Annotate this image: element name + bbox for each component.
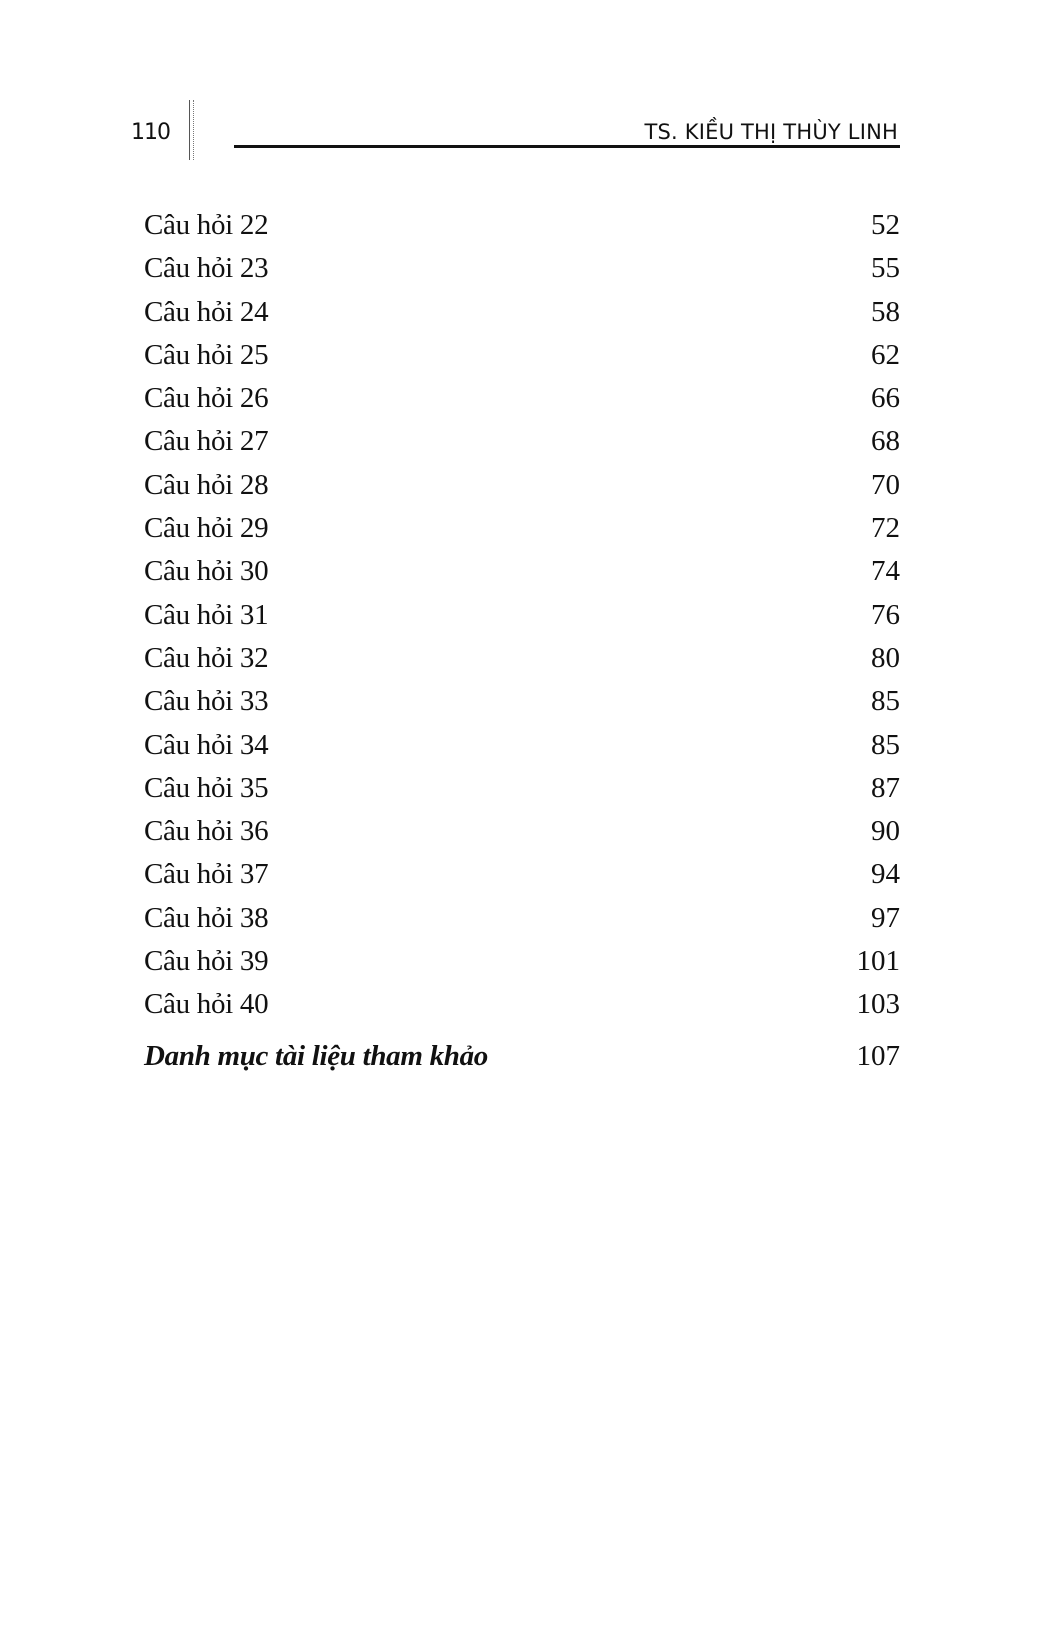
toc-entry (144, 897, 900, 940)
toc-entry-title: Câu hỏi 40 (144, 988, 269, 1021)
toc-entry (144, 204, 900, 247)
toc-entry-title: Câu hỏi 39 (144, 945, 269, 978)
toc-entry (144, 594, 900, 637)
toc-entry-page: 85 (871, 685, 900, 718)
header-divider (189, 100, 194, 160)
toc-entry (144, 420, 900, 463)
toc-entry-page: 103 (856, 988, 900, 1021)
toc-entry-title: Câu hỏi 38 (144, 901, 269, 934)
toc-entry-title: Câu hỏi 23 (144, 252, 269, 285)
toc-entry-title: Câu hỏi 29 (144, 512, 269, 545)
toc-entry-title: Câu hỏi 35 (144, 771, 269, 804)
toc-entry-page: 107 (856, 1040, 900, 1072)
toc-entry-title: Câu hỏi 26 (144, 382, 269, 415)
toc-entry-references (144, 1040, 900, 1073)
toc-entry-page: 74 (871, 555, 900, 588)
toc-entry-page: 101 (856, 945, 900, 978)
toc-entry-page: 76 (871, 598, 900, 631)
toc-entry (144, 464, 900, 507)
toc-entry (144, 507, 900, 550)
toc-entry-page: 85 (871, 728, 900, 761)
toc-entry-title: Câu hỏi 30 (144, 555, 269, 588)
toc-entry-title: Câu hỏi 25 (144, 338, 269, 371)
toc-entry-title: Câu hỏi 33 (144, 685, 269, 718)
toc-entry-title: Câu hỏi 37 (144, 858, 269, 891)
header-rule (234, 145, 900, 148)
toc-entry-title: Danh mục tài liệu tham khảo (144, 1040, 489, 1072)
toc-entry (144, 724, 900, 767)
toc-entry (144, 550, 900, 593)
toc-entry-page: 72 (871, 512, 900, 545)
toc-entry-page: 58 (871, 295, 900, 328)
toc-entry (144, 247, 900, 290)
toc-entry (144, 767, 900, 810)
toc-entry (144, 377, 900, 420)
toc-entry (144, 810, 900, 853)
toc-entry (144, 853, 900, 896)
toc-entry-page: 55 (871, 252, 900, 285)
toc-entry-title: Câu hỏi 22 (144, 209, 269, 241)
toc-entry-page: 97 (871, 901, 900, 934)
toc-entry (144, 983, 900, 1026)
toc-entry-title: Câu hỏi 32 (144, 641, 269, 674)
running-head: TS. KIỀU THỊ THÙY LINH (644, 120, 898, 144)
toc-entry-title: Câu hỏi 27 (144, 425, 269, 458)
toc-entry-title: Câu hỏi 24 (144, 295, 269, 328)
toc-entry (144, 291, 900, 334)
toc-entry-page: 87 (871, 771, 900, 804)
toc-entry (144, 680, 900, 723)
page-number: 110 (131, 120, 170, 145)
toc-entry-page: 62 (871, 338, 900, 371)
toc-entry (144, 940, 900, 983)
table-of-contents (144, 204, 900, 1027)
toc-entry (144, 637, 900, 680)
toc-entry-title: Câu hỏi 28 (144, 468, 269, 501)
toc-entry-page: 68 (871, 425, 900, 458)
toc-entry-title: Câu hỏi 31 (144, 598, 269, 631)
toc-entry-page: 80 (871, 641, 900, 674)
toc-entry-page: 94 (871, 858, 900, 891)
toc-entry-page: 52 (871, 209, 900, 241)
toc-entry-page: 90 (871, 815, 900, 848)
toc-entry (144, 334, 900, 377)
toc-entry-title: Câu hỏi 34 (144, 728, 269, 761)
toc-entry-page: 70 (871, 468, 900, 501)
toc-entry-page: 66 (871, 382, 900, 415)
toc-entry-title: Câu hỏi 36 (144, 815, 269, 848)
